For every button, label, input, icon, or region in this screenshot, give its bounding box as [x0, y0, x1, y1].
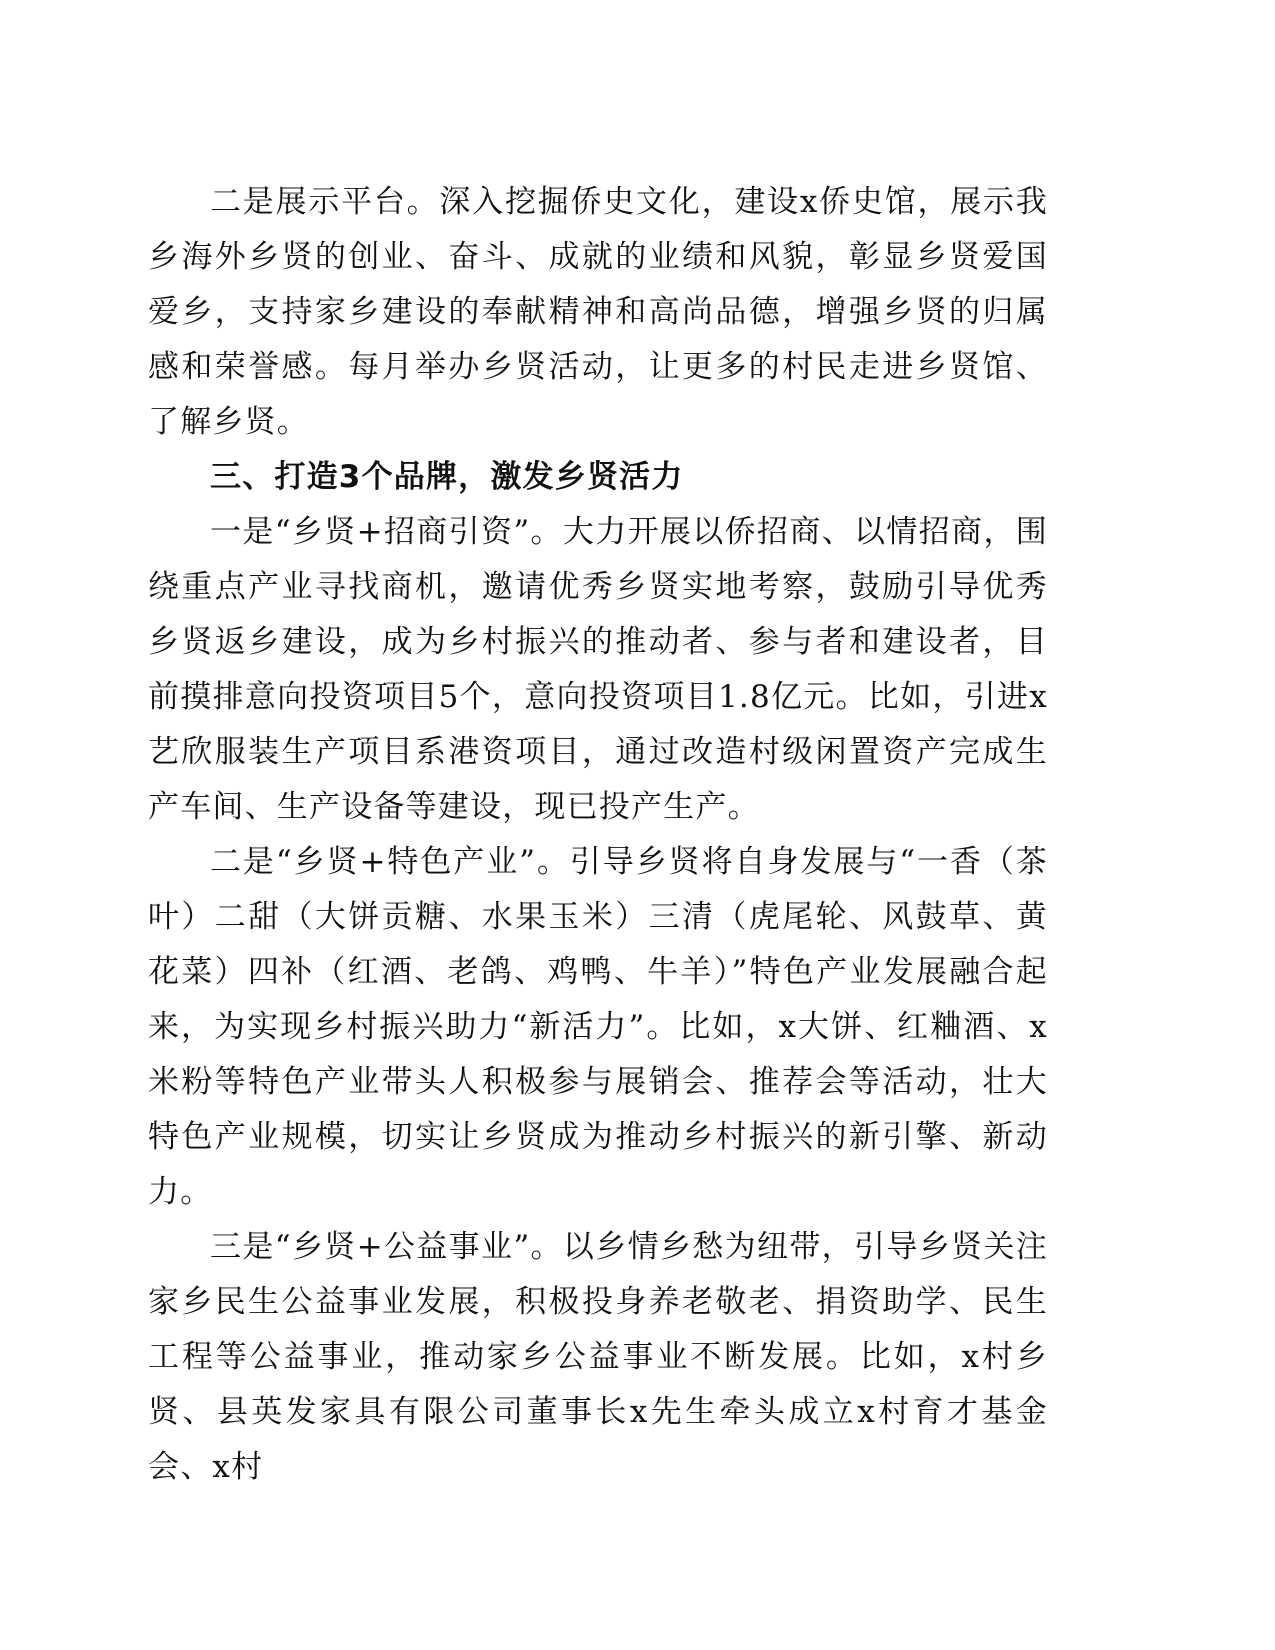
document-body: [148, 175, 1048, 1495]
section-heading-three-brands: 三、打造3个品牌，激发乡贤活力: [210, 459, 684, 495]
paragraph-public-welfare: 三是“乡贤+公益事业”。以乡情乡愁为纽带，引导乡贤关注家乡民生公益事业发展，积极投身养老敬老、捐资助学、民生工程等公益事业，推动家乡公益事业不断发展。比如，x村乡贤、县英发家具有限公司董事长x先生牵头成立x村育才基金会、x村: [148, 1229, 1048, 1485]
paragraph-display-platform: 二是展示平台。深入挖掘侨史文化，建设x侨史馆，展示我乡海外乡贤的创业、奋斗、成就的业绩和风貌，彰显乡贤爱国爱乡，支持家乡建设的奉献精神和高尚品德，增强乡贤的归属感和荣誉感。每月举办乡贤活动，让更多的村民走进乡贤馆、了解乡贤。: [148, 184, 1048, 440]
paragraph-featured-industry: 二是“乡贤+特色产业”。引导乡贤将自身发展与“一香（茶叶）二甜（大饼贡糖、水果玉米）三清（虎尾轮、风鼓草、黄花菜）四补（红酒、老鸽、鸡鸭、牛羊）”特色产业发展融合起来，为实现乡村振兴助力“新活力”。比如，x大饼、红粬酒、x米粉等特色产业带头人积极参与展销会、推荐会等活动，壮大特色产业规模，切实让乡贤成为推动乡村振兴的新引擎、新动力。: [148, 844, 1048, 1210]
paragraph-investment-attraction: 一是“乡贤+招商引资”。大力开展以侨招商、以情招商，围绕重点产业寻找商机，邀请优秀乡贤实地考察，鼓励引导优秀乡贤返乡建设，成为乡村振兴的推动者、参与者和建设者，目前摸排意向投资项目5个，意向投资项目1.8亿元。比如，引进x艺欣服装生产项目系港资项目，通过改造村级闲置资产完成生产车间、生产设备等建设，现已投产生产。: [148, 514, 1048, 825]
